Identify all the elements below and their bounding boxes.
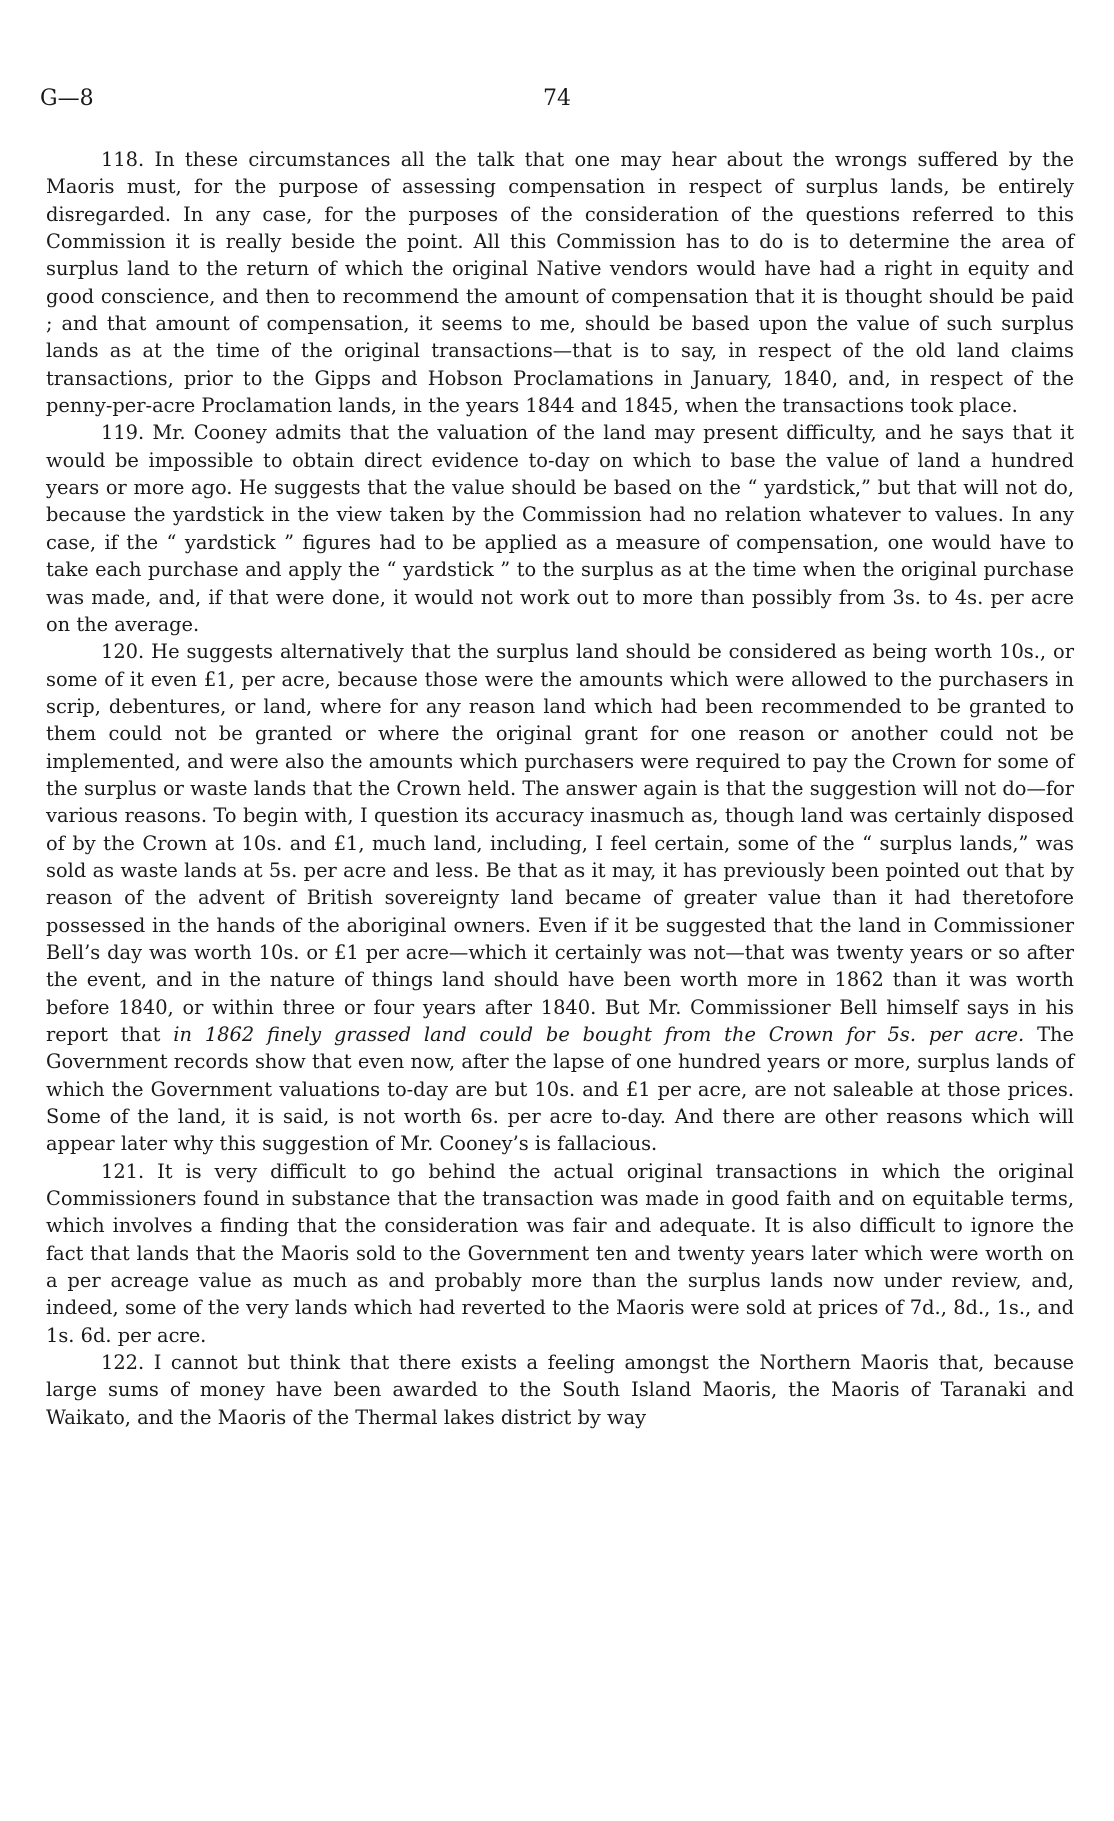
paragraph-text: Mr. Cooney admits that the valuation of the land may present difficulty, and he says that it would be impossible to obtain direct evidence to-day on which to base the value of land a hundred years or more ago. He suggests that the value should be based on the “ yardstick,” but that will not do, because the yardstick in the view taken by the Commission had no relation whatever to values. In any case, if the “ yardstick ” figures had to be applied as a measure of compensation, one would have to take each purchase and apply the “ yardstick ” to the surplus as at the time when the original purchase was made, and, if that were done, it would not work out to more than possibly from 3s. to 4s. per acre on the average.: [46, 421, 1074, 636]
paragraph-number: 122.: [101, 1351, 145, 1375]
paragraph-number: 118.: [101, 148, 145, 171]
paragraph-text: It is very difficult to go behind the actual original transactions in which the original Commissioners found in substance that the transaction was made in good faith and on equitable terms, which involves a finding that the consideration was fair and adequate. It is also difficult to ignore the fact that lands that the Maoris sold to the Government ten and twenty years later which were worth on a per acreage value as much as and probably more than the surplus lands now under review, and, indeed, some of the very lands which had reverted to the Maoris were sold at prices of 7d., 8d., 1s., and 1s. 6d. per acre.: [46, 1159, 1074, 1347]
paragraph-119: [46, 419, 1074, 638]
paragraph-text: He suggests alternatively that the surplus land should be considered as being worth 10s., or some of it even £1, per acre, because those were the amounts which were allowed to the purchasers in scrip, debentures, or land, where for any reason land which had been recommended to be granted to them could not be granted or where the original grant for one reason or another could not be implemented, and were also the amounts which purchasers were required to pay the Crown for some of the surplus or waste lands that the Crown held. The answer again is that the suggestion will not do—for various reasons. To begin with, I question its accuracy inasmuch as, though land was certainly disposed of by the Crown at 10s. and £1, much land, including, I feel certain, some of the “ surplus lands,” was sold as waste lands at 5s. per acre and less. Be that as it may, it has previously been pointed out that by reason of the advent of British sovereignty land became of greater value than it had theretofore possessed in the hands of the aboriginal owners. Even if it be suggested that the land in Commissioner Bell’s day was worth 10s. or £1 per acre—which it certainly was not—that was twenty years or so after the event, and in the nature of things land should have been worth more in 1862 than it was worth before 1840, or within three or four years after 1840. But Mr. Commissioner Bell himself says in his report that: [46, 640, 1074, 1046]
document-reference: G—8: [40, 86, 94, 111]
paragraph-122: [46, 1349, 1074, 1431]
paragraph-120: [46, 638, 1074, 1158]
paragraph-text-continued: The Government records show that even now, after the lapse of one hundred years or more, surplus lands of which the Government valuations to-day are but 10s. and £1 per acre, are not saleable at those prices. Some of the land, it is said, is not worth 6s. per acre to-day. And there are other reasons which will appear later why this suggestion of Mr. Cooney’s is fallacious.: [46, 1023, 1074, 1156]
paragraph-121: [46, 1158, 1074, 1349]
paragraph-text: I cannot but think that there exists a feeling amongst the Northern Maoris that, because large sums of money have been awarded to the South Island Maoris, the Maoris of Taranaki and Waikato, and the Maoris of the Thermal lakes district by way: [46, 1351, 1074, 1429]
page-number: 74: [543, 86, 571, 111]
paragraph-number: 119.: [101, 421, 145, 445]
body-text: [46, 146, 1074, 1431]
running-header: [40, 86, 1074, 116]
paragraph-number: 121.: [101, 1159, 145, 1183]
paragraph-text: In these circumstances all the talk that one may hear about the wrongs suffered by the Maoris must, for the purpose of assessing compensation in respect of surplus lands, be entirely disregarded. In any case, for the purposes of the consideration of the questions referred to this Commission it is really beside the point. All this Commission has to do is to determine the area of surplus land to the return of which the original Native vendors would have had a right in equity and good conscience, and then to recommend the amount of compensation that it is thought should be paid ; and that amount of compensation, it seems to me, should be based upon the value of such surplus lands as at the time of the original transactions—that is to say, in respect of the old land claims transactions, prior to the Gipps and Hobson Proclamations in January, 1840, and, in respect of the penny-per-acre Proclamation lands, in the years 1844 and 1845, when the transactions took place.: [46, 148, 1074, 418]
paragraph-number: 120.: [101, 640, 145, 664]
paragraph-118: [46, 146, 1074, 419]
italic-quotation: in 1862 finely grassed land could be bought from the Crown for 5s. per acre.: [173, 1023, 1025, 1046]
